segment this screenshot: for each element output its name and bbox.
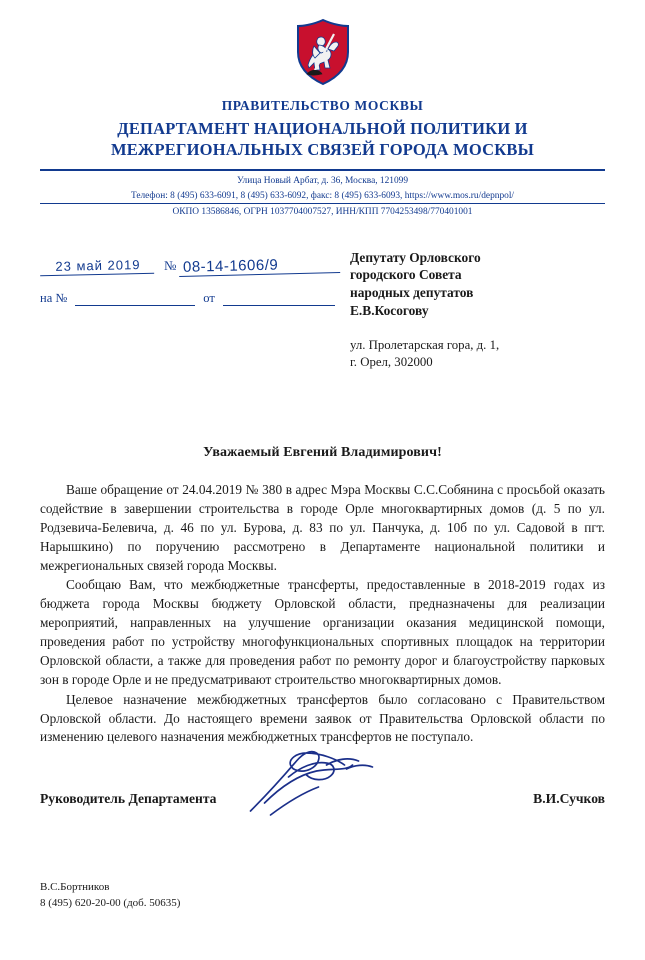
contact-divider (40, 203, 605, 205)
body-paragraph-2: Сообщаю Вам, что межбюджетные трансферты, предоставленные в 2018-2019 годах из бюджета города Москвы бюджету Орловской области, предназначены для реализации мероприятий, направленных на улучшение организации оказания медицинской помощи, проведения работ по устройству многофункциональных спортивных площадок на территории Орловской области, а также для проведения работ по ремонту дорог и благоустройству парковых зон в городе Орле и не предусматривают строительство многоквартирных домов. (40, 577, 605, 687)
contact-block (40, 171, 605, 223)
reply-from-label: от (203, 290, 215, 305)
body-paragraph-1: Ваше обращение от 24.04.2019 № 380 в адрес Мэра Москвы С.С.Собянина с просьбой оказать содействие в завершении строительства в городе Орле многоквартирных домов (д. 5 по ул. Родзевича-Белевича, д. 46 по ул. Бурова, д. 83 по ул. Панчука, д. 10б по ул. Садовой в пгт. Нарышкино) по поручению рассмотрено в Департаменте национальной политики и межрегиональных связей города Москвы. (40, 482, 605, 573)
signer-name: В.И.Сучков (533, 791, 605, 807)
executor-block (40, 880, 180, 912)
department-title-line1: ДЕПАРТАМЕНТ НАЦИОНАЛЬНОЙ ПОЛИТИКИ И (117, 119, 528, 138)
handwritten-signature-icon (240, 741, 390, 823)
executor-phone: 8 (495) 620-20-00 (доб. 50635) (40, 897, 181, 910)
addressee-address-line-1: ул. Пролетарская гора, д. 1, (350, 337, 500, 352)
office-phones: Телефон: 8 (495) 633-6091, 8 (495) 633-6092, факс: 8 (495) 633-6093, https://www.mos.ru/depnpol/ (130, 190, 515, 201)
letter-body (40, 481, 605, 747)
emblem-container (40, 0, 605, 96)
reply-from-blank (223, 292, 335, 306)
addressee-address-line-2: г. Орел, 302000 (350, 354, 433, 369)
moscow-coat-of-arms-icon (294, 18, 352, 91)
addressee-line-2: городского Совета (350, 267, 462, 283)
date-row (40, 249, 340, 275)
addressee-line-3: народных депутатов (350, 285, 474, 301)
executor-name: В.С.Бортников (40, 881, 110, 894)
document-number: 08-14-1606/9 (179, 255, 340, 277)
document-reference-block (40, 249, 340, 371)
signer-position: Руководитель Департамента (40, 791, 217, 807)
body-paragraph-3: Целевое назначение межбюджетных трансфертов было согласовано с Правительством Орловской области. До настоящего времени заявок от Правительства Орловской области по изменению целевого назначения межбюджетных трансфертов не поступало. (40, 691, 605, 745)
reply-reference-row (40, 291, 340, 306)
department-title-line2: МЕЖРЕГИОНАЛЬНЫХ СВЯЗЕЙ ГОРОДА МОСКВЫ (110, 139, 535, 159)
meta-section (40, 249, 605, 371)
reply-ref-blank (75, 292, 195, 306)
signature-row (40, 791, 605, 807)
government-title: ПРАВИТЕЛЬСТВО МОСКВЫ (221, 98, 424, 113)
addressee-block (340, 249, 605, 371)
addressee-line-1: Депутату Орловского (350, 249, 481, 265)
reply-ref-label: на № (40, 290, 68, 305)
addressee-name: Е.В.Косогову (350, 302, 429, 318)
document-date: 23 май 2019 (40, 257, 154, 276)
office-address: Улица Новый Арбат, д. 36, Москва, 121099 (236, 176, 409, 187)
registration-codes: ОКПО 13586846, ОГРН 1037704007527, ИНН/КПП 7704253498/770401001 (172, 207, 473, 218)
number-label: № (164, 257, 177, 273)
salutation: Уважаемый Евгений Владимирович! (203, 445, 442, 461)
